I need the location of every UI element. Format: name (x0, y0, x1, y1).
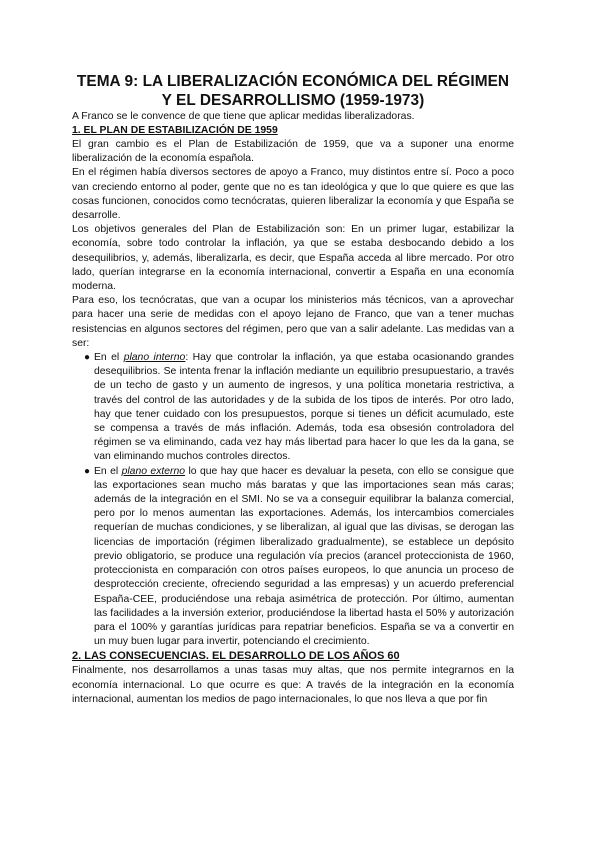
bullet-icon: ● (84, 465, 91, 477)
section-2-heading: 2. LAS CONSECUENCIAS. EL DESARROLLO DE LOS AÑOS 60 (72, 650, 400, 663)
measures-list (72, 351, 514, 649)
list-item-plano-externo (84, 465, 514, 650)
bullet-text: : Hay que controlar la inflación, ya que estaba ocasionando grandes desequilibrios. Se intenta frenar la inflación mediante un equilibrio presupuestario, a través de un techo de gasto y un aumento de ingresos, y una política monetaria restrictiva, a través del control de las autoridades y de la subida de los tipos de interés. Por otro lado, hay que tener cuidado con los presupuestos, porque si tienes un déficit acumulado, este se compensa a través de más inflación. Además, toda esa obsesión controladora del régimen se va eliminando, cada vez hay más libertad para hacer lo que les da la gana, se van eliminando muchos controles directos. (94, 352, 514, 463)
title-line-2: Y EL DESARROLLISMO (1959-1973) (161, 92, 425, 109)
bullet-lead-term: plano interno (123, 352, 186, 364)
bullet-text: lo que hay que hacer es devaluar la peseta, con ello se consigue que las exportaciones sean mucho más baratas y que las importaciones sean más caras; además de la integración en el SMI. No se va a conseguir equilibrar la balanza comercial, pero por lo menos aumentan las exportaciones. Además, los intercambios comerciales requerían de muchas condiciones, y se liberalizan, al igual que las divisas, se derogan las licencias de importación (régimen liberalizado gradualmente), se establece un depósito previo obligatorio, se produce una regulación vía precios (arancel proteccionista de 1960, proteccionista en comparación con otros países europeos, lo que anuncia un proceso de desprotección creciente, ofreciendo seguridad a las empresas) y un acuerdo preferencial España-CEE, produciéndose una rebaja asimétrica de protección. Por último, aumentan las facilidades a la inversión exterior, produciéndose la libertad hasta el 50% y autorización para el 100% y garantías jurídicas para repatriar beneficios. España se va a convertir en un muy buen lugar para invertir, potenciando el crecimiento. (94, 465, 514, 648)
bullet-prefix: En el (94, 465, 122, 477)
bullet-lead-term: plano externo (121, 465, 186, 477)
title-line-1: TEMA 9: LA LIBERALIZACIÓN ECONÓMICA DEL RÉGIMEN (76, 73, 510, 90)
list-item-plano-interno (84, 351, 514, 465)
section-1-paragraph-4: Para eso, los tecnócratas, que van a ocupar los ministerios más técnicos, van a aprovechar para hacer una serie de medidas con el apoyo lejano de Franco, que van a tener muchas resistencias en algunos sectores del régimen, pero que van a salir adelante. Las medidas van a ser: (72, 295, 514, 349)
section-1-paragraph-3: Los objetivos generales del Plan de Estabilización son: En un primer lugar, estabilizar la economía, sobre todo controlar la inflación, ya que se estaba desbocando debido a los desequilibrios, y, además, liberalizarla, es decir, que España acceda al libre mercado. Por otro lado, querían integrarse en la economía internacional, convertir a España en una economía moderna. (72, 224, 514, 293)
bullet-icon: ● (84, 352, 91, 364)
document-title (72, 72, 514, 110)
section-1-paragraph-2: En el régimen había diversos sectores de apoyo a Franco, muy distintos entre sí. Poco a poco van creciendo entorno al poder, gente que no es tan ideológica y que lo que quiere es que las cosas funcionen, conocidos como tecnócratas, quieren liberalizar la economía y que España se desarrolle. (72, 167, 514, 222)
section-1-heading: 1. EL PLAN DE ESTABILIZACIÓN DE 1959 (72, 125, 278, 136)
section-1-paragraph-1: El gran cambio es el Plan de Estabilización de 1959, que va a suponer una enorme liberalización de la economía española. (72, 139, 514, 165)
intro-paragraph: A Franco se le convence de que tiene que aplicar medidas liberalizadoras. (72, 111, 415, 122)
section-2-paragraph: Finalmente, nos desarrollamos a unas tasas muy altas, que nos permite integrarnos en la economía internacional. Lo que ocurre es que: A través de la integración en la economía internacional, aumentan los medios de pago internacionales, lo que nos lleva a que por fin (72, 665, 514, 705)
bullet-prefix: En el (94, 352, 124, 364)
